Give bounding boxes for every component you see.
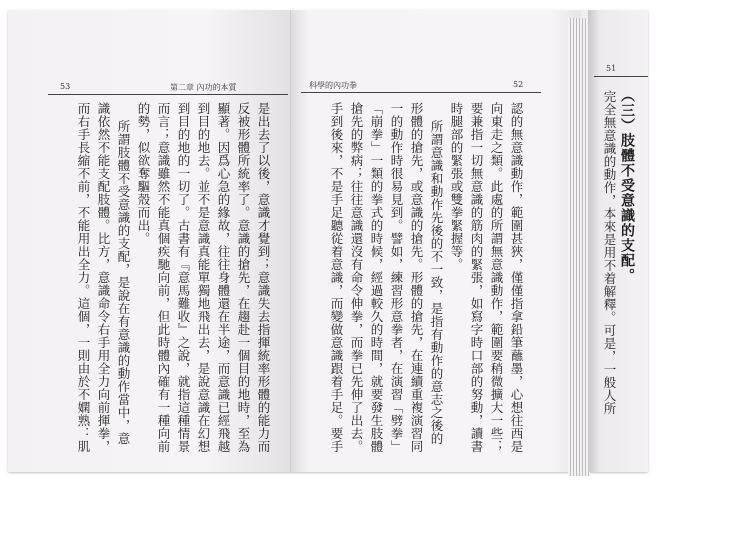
center-text-column: 認的無意識動作，範圍甚狹，僅僅指拿鉛筆蘸墨，心想往西是 bbox=[509, 102, 524, 453]
left-text-column: 反被形體所統率了。意識的搶先，在趨赴一個目的地時，至為 bbox=[236, 102, 251, 453]
left-page-number: 53 bbox=[60, 82, 71, 91]
left-header-rule bbox=[48, 94, 288, 95]
open-book bbox=[8, 10, 648, 472]
center-text-column: 手到後來，不是手足聽從着意識，而變做意識跟着手足。要手 bbox=[329, 102, 344, 453]
center-text-column: 搶先的弊病；往往意識還沒有命令伸拳，而拳已先伸了出去。 bbox=[349, 102, 364, 453]
left-text-column: 的勢，似欲奪驅殼而出。 bbox=[136, 102, 151, 245]
left-page bbox=[8, 10, 291, 472]
left-text-column: 顯著。因爲心急的緣故，往往身體還在半途，而意識已經飛越 bbox=[216, 102, 231, 453]
center-text-column: 所謂意識和動作先後的不一致，是指有動作的意志之後的 bbox=[429, 120, 444, 445]
left-text-column: 而右手長縮不前，不能用出全力。這個，一則由於不嫻熟：肌 bbox=[76, 102, 91, 453]
right-page-number: 51 bbox=[606, 64, 617, 73]
center-page bbox=[291, 10, 581, 472]
center-text-column: 時腿部的緊張或雙拳緊握等。 bbox=[449, 102, 464, 271]
left-running-header: 第二章 內功的本質 bbox=[170, 83, 237, 92]
center-header-rule bbox=[301, 92, 541, 93]
page-stack-edge bbox=[568, 18, 590, 476]
center-page-number: 52 bbox=[513, 80, 524, 89]
center-running-header: 科學的內功拳 bbox=[309, 81, 357, 90]
center-text-column: 一的動作時很易見到。譬如，練習形意拳者，在演習「劈拳」 bbox=[389, 102, 404, 453]
left-text-column: 是出去了以後，意識才覺到；意識失去指揮統率形體的能力而 bbox=[256, 102, 271, 453]
left-text-column: 到目的地去。並不是意識真能單獨地飛出去，是說意識在幻想 bbox=[196, 102, 211, 453]
center-text-column: 形體的搶先，或意識的搶先。形體的搶先，在連續重複演習同 bbox=[409, 102, 424, 453]
center-text-column: 向東走之類。此處的所謂無意識動作，範圍要稍微擴大一些； bbox=[489, 102, 504, 453]
center-text-column: 要兼指一切無意識的筋肉的緊張，如寫字時口部的努動，讀書 bbox=[469, 102, 484, 453]
section-heading: （三）肢體不受意識的支配。 bbox=[619, 88, 635, 283]
center-text-column: 「崩拳」一類的拳式的時候，經過較久的時間，就要發生肢體 bbox=[369, 102, 384, 453]
left-text-column: 識依然不能支配肢體。比方，意識命令右手用全力向前揮拳， bbox=[96, 102, 111, 453]
left-text-column: 所謂肢體不受意識的支配，是說在有意識的動作當中，意 bbox=[116, 120, 131, 445]
right-page-fragment bbox=[588, 10, 648, 472]
right-text-column: 完全無意識的動作，本來是用不着解釋。可是，一般人所 bbox=[602, 90, 617, 415]
right-header-rule bbox=[594, 76, 648, 77]
left-text-column: 到目的地的一切了。古書有『意馬難收』之說，就指這種情景 bbox=[176, 102, 191, 453]
left-text-column: 而言；意識雖然不能真個疾馳向前，但此時體內確有一種向前 bbox=[156, 102, 171, 453]
